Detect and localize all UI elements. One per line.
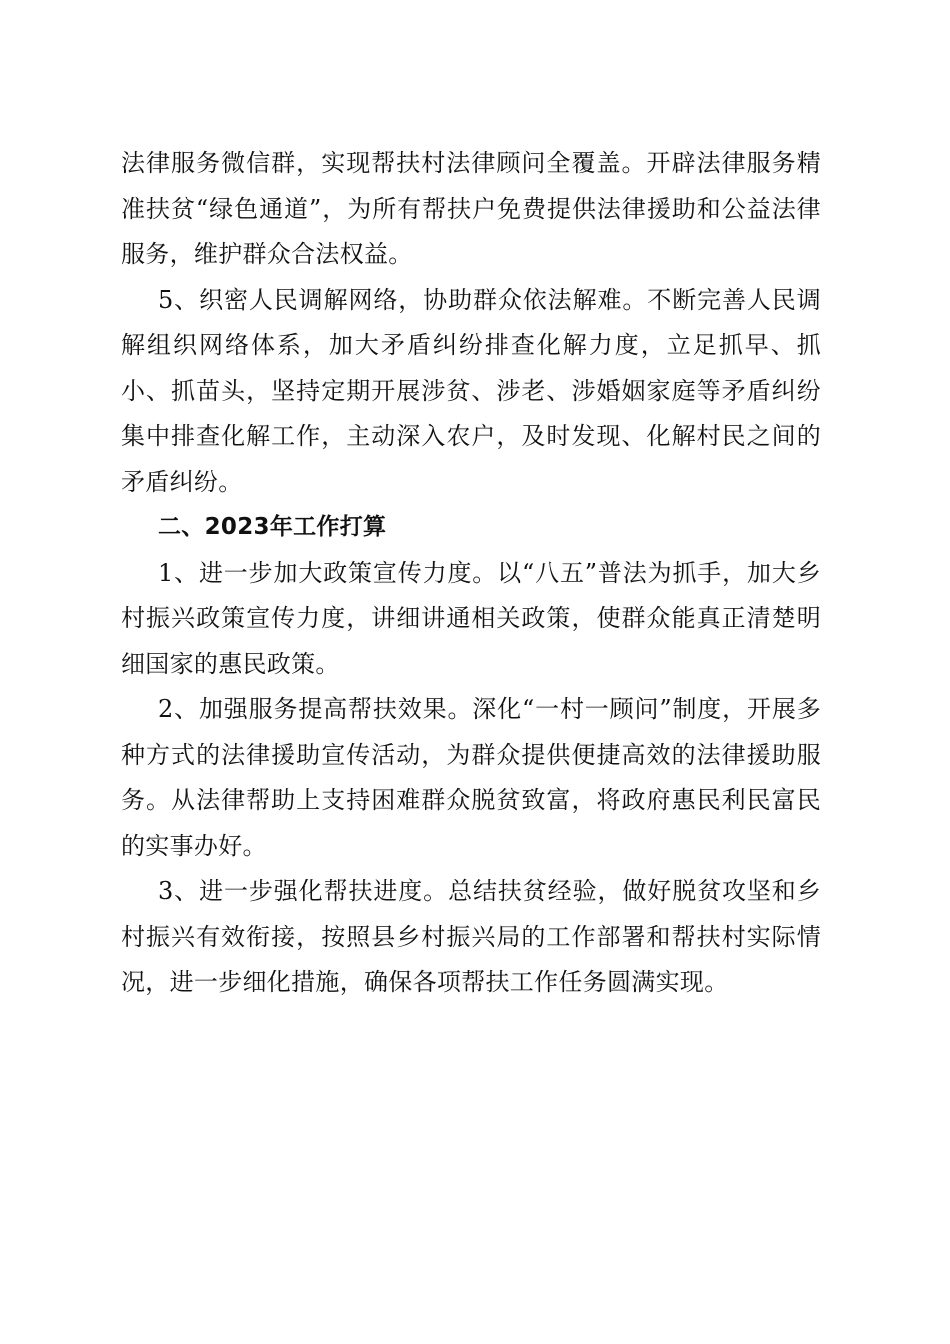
- paragraph-continued: 法律服务微信群，实现帮扶村法律顾问全覆盖。开辟法律服务精准扶贫“绿色通道”，为所有帮扶户免费提供法律援助和公益法律服务，维护群众合法权益。: [121, 149, 821, 268]
- plan-item-1: 1、进一步加大政策宣传力度。以“八五”普法为抓手，加大乡村振兴政策宣传力度，讲细讲通相关政策，使群众能真正清楚明细国家的惠民政策。: [121, 558, 821, 678]
- section-heading: 二、2023年工作打算: [158, 514, 387, 540]
- plan-item-3: 3、进一步强化帮扶进度。总结扶贫经验，做好脱贫攻坚和乡村振兴有效衔接，按照县乡村振兴局的工作部署和帮扶村实际情况，进一步细化措施，确保各项帮扶工作任务圆满实现。: [121, 877, 821, 996]
- plan-item-2: 2、加强服务提高帮扶效果。深化“一村一顾问”制度，开展多种方式的法律援助宣传活动，为群众提供便捷高效的法律援助服务。从法律帮助上支持困难群众脱贫致富，将政府惠民利民富民的实事办好。: [121, 695, 821, 860]
- paragraph-item-5: 5、织密人民调解网络，协助群众依法解难。不断完善人民调解组织网络体系，加大矛盾纠纷排查化解力度，立足抓早、抓小、抓苗头，坚持定期开展涉贫、涉老、涉婚姻家庭等矛盾纠纷集中排查化解工作，主动深入农户，及时发现、化解村民之间的矛盾纠纷。: [121, 285, 821, 496]
- document-body: [121, 141, 821, 1006]
